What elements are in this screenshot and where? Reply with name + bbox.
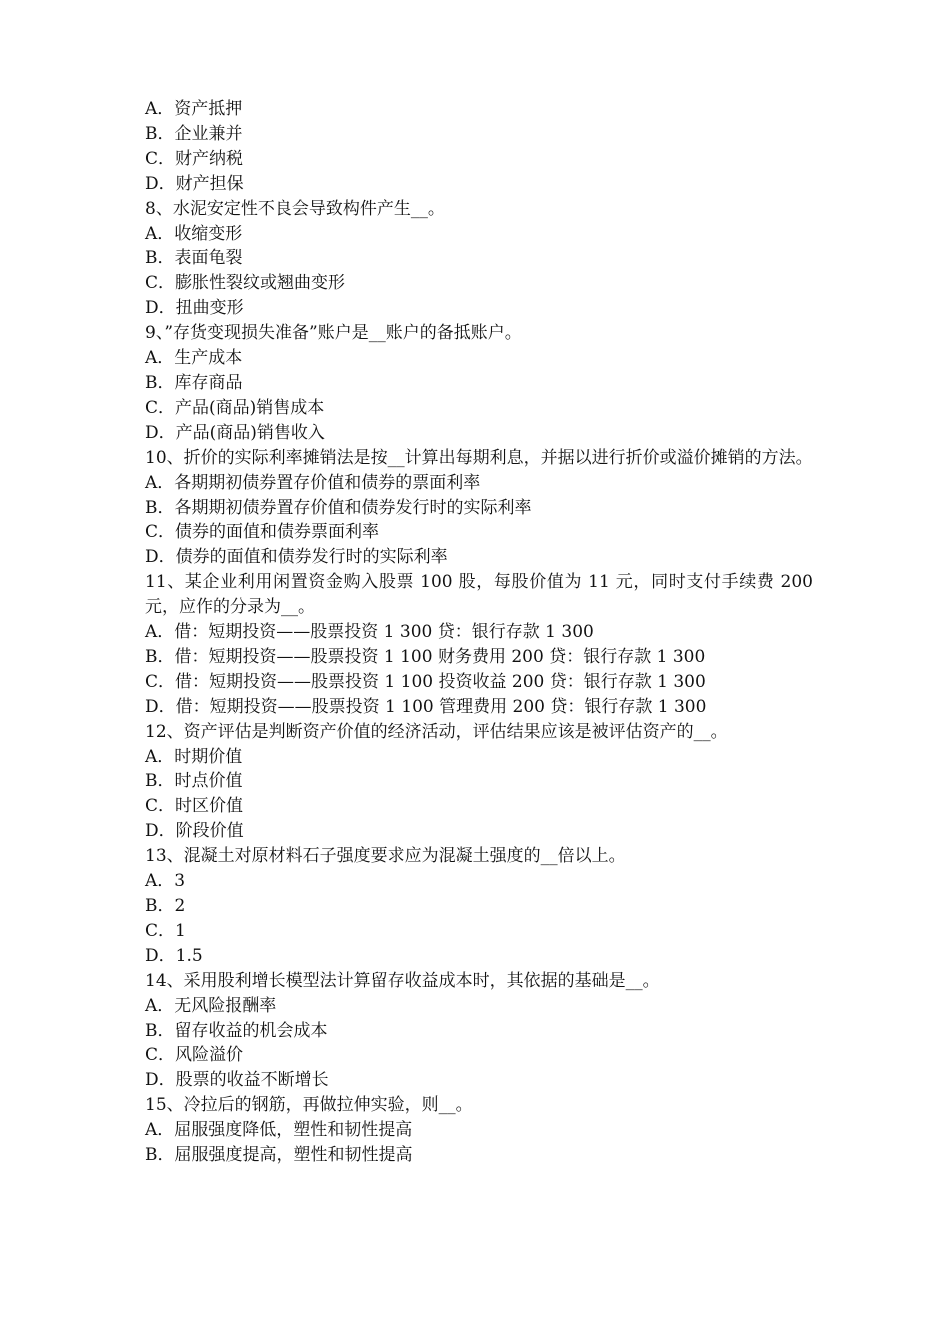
question-9-option-a: A．生产成本 xyxy=(145,348,243,369)
question-13-option-a: A．3 xyxy=(145,871,186,892)
question-15-stem: 15、冷拉后的钢筋，再做拉伸实验，则__。 xyxy=(145,1095,473,1116)
question-13-option-d: D．1.5 xyxy=(145,945,203,966)
question-13-option-b: B．2 xyxy=(145,896,186,916)
question-11-option-b: B．借：短期投资——股票投资 1 100 财务费用 200 贷：银行存款 1 300 xyxy=(145,646,706,667)
option-c: C．财产纳税 xyxy=(145,148,244,169)
question-10-stem: 10、折价的实际利率摊销法是按__计算出每期利息，并据以进行折价或溢价摊销的方法。 xyxy=(145,447,813,468)
question-8-option-b: B．表面龟裂 xyxy=(145,248,243,269)
question-8-stem: 8、水泥安定性不良会导致构件产生__。 xyxy=(145,198,445,219)
question-8-option-a: A．收缩变形 xyxy=(145,223,243,244)
question-12-option-d: D．阶段价值 xyxy=(145,821,244,842)
question-15-option-a: A．屈服强度降低，塑性和韧性提高 xyxy=(145,1120,413,1141)
question-13-option-c: C．1 xyxy=(145,920,186,941)
question-9-option-b: B．库存商品 xyxy=(145,372,243,393)
question-9-stem: 9、”存货变现损失准备”账户是__账户的备抵账户。 xyxy=(145,323,522,344)
question-12-option-c: C．时区价值 xyxy=(145,796,244,817)
question-15-option-b: B．屈服强度提高，塑性和韧性提高 xyxy=(145,1145,413,1166)
question-10-option-d: D．债券的面值和债券发行时的实际利率 xyxy=(145,547,448,568)
option-b: B．企业兼并 xyxy=(145,123,243,144)
question-8-option-d: D．扭曲变形 xyxy=(145,298,244,319)
question-12-option-b: B．时点价值 xyxy=(145,771,243,792)
lead-options xyxy=(145,97,813,197)
question-12-stem: 12、资产评估是判断资产价值的经济活动，评估结果应该是被评估资产的__。 xyxy=(145,721,728,742)
question-10-option-c: C．债券的面值和债券票面利率 xyxy=(145,522,380,543)
question-14-option-d: D．股票的收益不断增长 xyxy=(145,1070,329,1091)
question-8-option-c: C．膨胀性裂纹或翘曲变形 xyxy=(145,273,346,294)
option-d: D．财产担保 xyxy=(145,173,244,194)
question-11-option-c: C．借：短期投资——股票投资 1 100 投资收益 200 贷：银行存款 1 300 xyxy=(145,671,706,692)
question-13-stem: 13、混凝土对原材料石子强度要求应为混凝土强度的__倍以上。 xyxy=(145,846,626,867)
question-9-option-d: D．产品(商品)销售收入 xyxy=(145,422,325,443)
question-10-option-b: B．各期期初债券置存价值和债券发行时的实际利率 xyxy=(145,497,532,518)
question-14-stem: 14、采用股利增长模型法计算留存收益成本时，其依据的基础是__。 xyxy=(145,970,660,991)
question-11-option-d: D．借：短期投资——股票投资 1 100 管理费用 200 贷：银行存款 1 300 xyxy=(145,696,707,717)
question-11-stem: 11、某企业利用闲置资金购入股票 100 股，每股价值为 11 元，同时支付手续费 200 元，应作的分录为__。 xyxy=(145,572,813,618)
question-9-option-c: C．产品(商品)销售成本 xyxy=(145,397,325,418)
question-10-option-a: A．各期期初债券置存价值和债券的票面利率 xyxy=(145,472,481,493)
option-a: A．资产抵押 xyxy=(145,99,243,119)
question-14-option-b: B．留存收益的机会成本 xyxy=(145,1020,328,1041)
question-14-option-a: A．无风险报酬率 xyxy=(145,995,277,1016)
document-page xyxy=(145,97,813,1168)
question-14-option-c: C．风险溢价 xyxy=(145,1045,244,1066)
question-12-option-a: A．时期价值 xyxy=(145,746,243,767)
question-11-option-a: A．借：短期投资——股票投资 1 300 贷：银行存款 1 300 xyxy=(145,622,594,643)
